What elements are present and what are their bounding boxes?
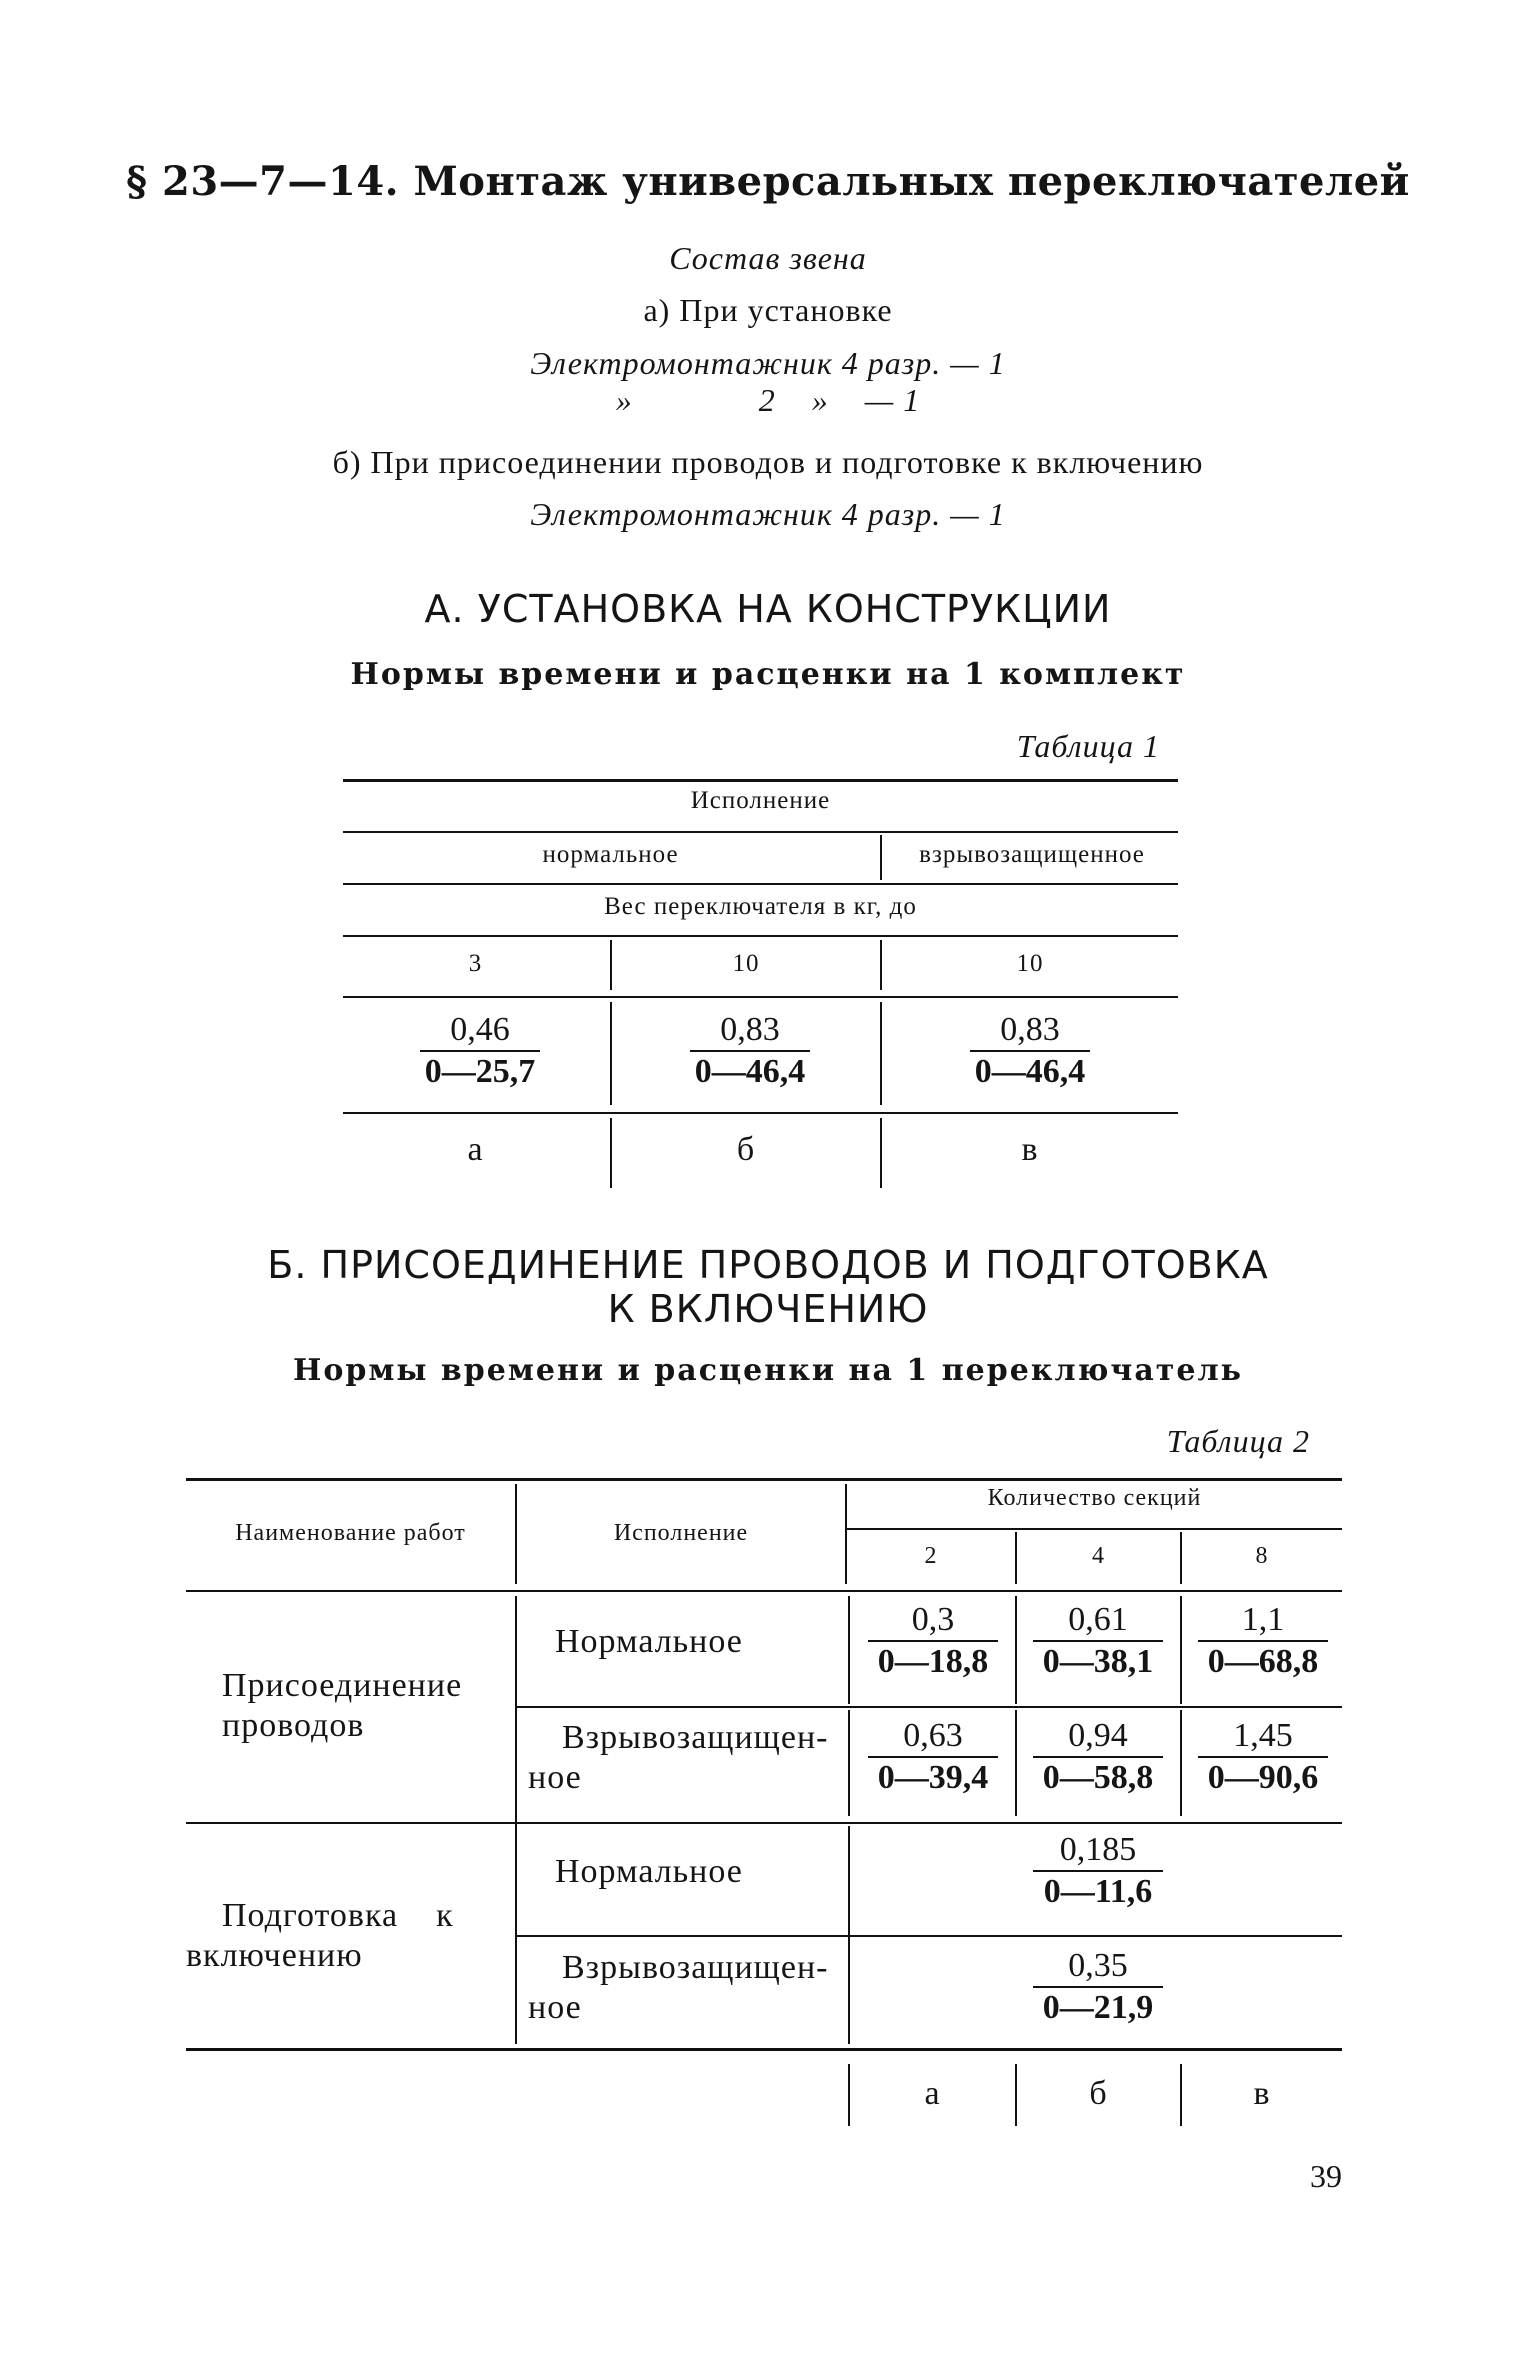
t2-letter-a: а: [924, 2075, 941, 2112]
t1-weight-3: 10: [1016, 950, 1044, 977]
table2-label: Таблица 2: [1166, 1423, 1310, 1459]
t2-row4-execution-line2: ное: [528, 1989, 582, 2026]
t2-row2-execution-line1: Взрывозащищен-: [562, 1719, 829, 1756]
t1-value-a: $\frac{0,46}{0—25,7}$: [420, 1010, 540, 1092]
t1-header-normal: нормальное: [542, 841, 679, 868]
crew-a-line1: Электромонтажник 4 разр. — 1: [530, 345, 1006, 381]
t2-letter-b: б: [1089, 2075, 1108, 2112]
section-b-norms: Нормы времени и расценки на 1 переключатель: [293, 1353, 1243, 1388]
t2-group2-line1: Подготовка к: [222, 1897, 454, 1934]
crew-title: Состав звена: [669, 240, 867, 276]
crew-a-line2: » 2 » — 1: [615, 382, 921, 418]
t2-group1: Присоединение проводов: [222, 1667, 463, 1744]
section-b-title-line1: Б. ПРИСОЕДИНЕНИЕ ПРОВОДОВ И ПОДГОТОВКА: [267, 1243, 1269, 1287]
section-a-title: А. УСТАНОВКА НА КОНСТРУКЦИИ: [424, 587, 1112, 631]
crew-b-line1: Электромонтажник 4 разр. — 1: [530, 496, 1006, 532]
t2-letter-c: в: [1253, 2075, 1271, 2112]
t2-section-8: 8: [1255, 1543, 1269, 1569]
t2-col-sections: Количество секций: [987, 1485, 1202, 1511]
t1-header-weight: Вес переключателя в кг, до: [604, 893, 917, 920]
t1-value-b: $\frac{0,83}{0—46,4}$: [690, 1010, 810, 1092]
crew-b-label: б) При присоединении проводов и подготовке к включению: [332, 444, 1204, 480]
t1-header-explosion: взрывозащищенное: [919, 841, 1145, 868]
t2-row2-execution-line2: ное: [528, 1759, 582, 1796]
t2-row2-execution: [528, 1718, 844, 1798]
t2-row1-execution: Нормальное: [555, 1623, 743, 1660]
t2-row1-s4: $\frac{0,61}{0—38,1}$: [1033, 1600, 1163, 1682]
t2-row4-execution: [528, 1948, 844, 2028]
t2-group2-line2: включению: [186, 1937, 363, 1974]
t1-weight-2: 10: [732, 950, 760, 977]
t2-row3-value: $\frac{0,185}{0—11,6}$: [1033, 1830, 1163, 1912]
t2-group2: [186, 1896, 512, 1976]
t2-col-execution: Исполнение: [613, 1520, 749, 1546]
t2-row1-s2: $\frac{0,3}{0—18,8}$: [868, 1600, 998, 1682]
crew-a-label: а) При установке: [643, 292, 893, 328]
t1-weight-1: 3: [468, 950, 483, 977]
t1-letter-b: б: [736, 1131, 756, 1168]
t2-col-work: Наименование работ: [235, 1520, 466, 1546]
t1-header-execution: Исполнение: [690, 787, 831, 814]
t2-row3-execution: Нормальное: [555, 1853, 743, 1890]
t2-section-2: 2: [924, 1543, 938, 1569]
t2-row2-s2: $\frac{0,63}{0—39,4}$: [868, 1716, 998, 1798]
t2-row4-value: $\frac{0,35}{0—21,9}$: [1033, 1946, 1163, 2028]
t2-section-4: 4: [1092, 1543, 1105, 1569]
t1-value-c: $\frac{0,83}{0—46,4}$: [970, 1010, 1090, 1092]
t2-row4-execution-line1: Взрывозащищен-: [562, 1949, 829, 1986]
t1-letter-a: а: [467, 1131, 484, 1168]
t2-row1-s8: $\frac{1,1}{0—68,8}$: [1198, 1600, 1328, 1682]
t2-row2-s4: $\frac{0,94}{0—58,8}$: [1033, 1716, 1163, 1798]
page-title: § 23—7—14. Монтаж универсальных переключателей: [126, 158, 1410, 205]
table1-label: Таблица 1: [1016, 728, 1160, 764]
page-number: 39: [1310, 2158, 1342, 2194]
section-a-norms: Нормы времени и расценки на 1 комплект: [350, 657, 1186, 692]
section-b-title-line2: К ВКЛЮЧЕНИЮ: [607, 1287, 929, 1331]
t2-row2-s8: $\frac{1,45}{0—90,6}$: [1198, 1716, 1328, 1798]
t1-letter-c: в: [1021, 1131, 1039, 1168]
